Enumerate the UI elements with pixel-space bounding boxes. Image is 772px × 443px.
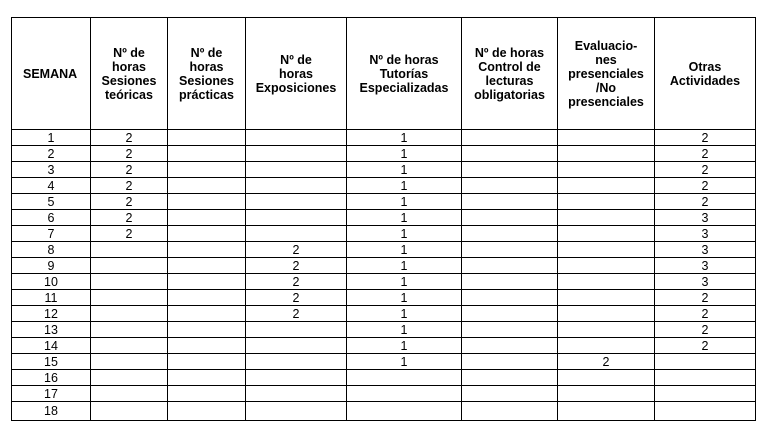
table-cell (462, 162, 558, 178)
table-cell (655, 402, 756, 421)
table-cell: 2 (655, 130, 756, 146)
table-cell (462, 178, 558, 194)
table-cell (246, 402, 347, 421)
header-line: Otras (688, 59, 722, 74)
table-cell (462, 226, 558, 242)
table-cell (91, 274, 168, 290)
table-cell (558, 178, 655, 194)
week-number-cell: 5 (12, 194, 91, 210)
table-cell (168, 370, 246, 386)
table-cell (462, 194, 558, 210)
table-cell (246, 386, 347, 402)
table-cell: 1 (347, 290, 462, 306)
table-cell (91, 386, 168, 402)
table-cell: 2 (655, 146, 756, 162)
table-cell: 2 (655, 162, 756, 178)
table-cell: 2 (655, 306, 756, 322)
header-line: Tutorías (379, 66, 429, 81)
header-line: horas (189, 59, 224, 74)
table-cell (558, 306, 655, 322)
table-cell (655, 354, 756, 370)
table-cell: 1 (347, 322, 462, 338)
table-cell (558, 130, 655, 146)
table-cell (168, 130, 246, 146)
table-cell (91, 322, 168, 338)
table-cell (168, 274, 246, 290)
header-line: Control de (478, 59, 541, 74)
header-line: Sesiones (101, 73, 157, 88)
table-cell (168, 226, 246, 242)
table-cell: 2 (91, 146, 168, 162)
week-number-cell: 9 (12, 258, 91, 274)
table-cell (558, 162, 655, 178)
table-cell (655, 370, 756, 386)
header-line: horas (278, 66, 314, 81)
header-line: Actividades (669, 73, 741, 88)
table-cell (168, 386, 246, 402)
table-cell (246, 194, 347, 210)
table-cell (246, 130, 347, 146)
table-row (12, 290, 756, 306)
table-cell (168, 162, 246, 178)
table-cell (91, 354, 168, 370)
table-cell: 1 (347, 354, 462, 370)
table-cell (168, 354, 246, 370)
table-cell (168, 322, 246, 338)
table-cell (91, 402, 168, 421)
table-cell: 2 (246, 258, 347, 274)
table-cell (168, 258, 246, 274)
week-number-cell: 2 (12, 146, 91, 162)
header-line: prácticas (179, 87, 234, 102)
table-body (12, 130, 756, 421)
header-line: Evaluacio- (574, 38, 638, 53)
table-cell: 2 (655, 322, 756, 338)
week-number-cell: 7 (12, 226, 91, 242)
header-line: /No (595, 80, 617, 95)
table-cell (168, 338, 246, 354)
header-line: Nº de horas (369, 52, 439, 67)
table-row (12, 162, 756, 178)
table-cell (168, 290, 246, 306)
table-cell (462, 290, 558, 306)
table-cell: 3 (655, 258, 756, 274)
table-cell: 2 (91, 162, 168, 178)
table-cell: 2 (655, 290, 756, 306)
table-cell (462, 386, 558, 402)
header-evaluaciones (558, 18, 655, 130)
header-line: Nº de (113, 45, 145, 60)
table-cell: 1 (347, 242, 462, 258)
table-cell (462, 146, 558, 162)
week-number-cell: 18 (12, 402, 91, 421)
table-cell (168, 210, 246, 226)
table-row (12, 338, 756, 354)
table-row (12, 306, 756, 322)
table-cell: 1 (347, 130, 462, 146)
weekly-hours-table (11, 17, 756, 421)
table-cell: 2 (655, 338, 756, 354)
table-cell (246, 322, 347, 338)
header-line: horas (111, 59, 147, 74)
table-row (12, 258, 756, 274)
week-number-cell: 8 (12, 242, 91, 258)
table-cell (558, 210, 655, 226)
table-cell: 2 (246, 242, 347, 258)
table-cell: 3 (655, 210, 756, 226)
table-row (12, 130, 756, 146)
table-header (12, 18, 756, 130)
table-cell (246, 338, 347, 354)
table-cell: 2 (91, 226, 168, 242)
week-number-cell: 16 (12, 370, 91, 386)
header-otras-actividades (655, 18, 756, 130)
table-cell (91, 338, 168, 354)
table-cell (462, 130, 558, 146)
header-line: Nº de (280, 52, 312, 67)
table-cell: 3 (655, 242, 756, 258)
table-cell (558, 290, 655, 306)
table-cell (655, 386, 756, 402)
table-cell: 2 (558, 354, 655, 370)
table-cell (246, 162, 347, 178)
table-cell (462, 210, 558, 226)
table-cell: 1 (347, 146, 462, 162)
table-cell: 1 (347, 274, 462, 290)
table-cell (246, 226, 347, 242)
table-cell: 3 (655, 226, 756, 242)
table-cell: 1 (347, 194, 462, 210)
header-exposiciones (246, 18, 347, 130)
table-cell: 2 (246, 274, 347, 290)
table-cell: 1 (347, 162, 462, 178)
header-line: Nº de horas (474, 45, 545, 60)
week-number-cell: 17 (12, 386, 91, 402)
table-cell (168, 402, 246, 421)
table-cell (558, 370, 655, 386)
table-cell (558, 194, 655, 210)
table-cell (168, 178, 246, 194)
table-cell (462, 402, 558, 421)
header-line: presenciales (568, 66, 644, 81)
header-line: presenciales (568, 94, 644, 109)
table-cell (168, 306, 246, 322)
table-cell: 2 (91, 178, 168, 194)
table-cell (462, 258, 558, 274)
week-number-cell: 1 (12, 130, 91, 146)
table-cell (462, 338, 558, 354)
table-cell (558, 274, 655, 290)
table-row (12, 402, 756, 421)
header-sesiones-practicas (168, 18, 246, 130)
table-cell (462, 370, 558, 386)
week-number-cell: 14 (12, 338, 91, 354)
week-number-cell: 4 (12, 178, 91, 194)
table-cell (558, 258, 655, 274)
table-cell (246, 370, 347, 386)
header-row (12, 18, 756, 130)
header-line: SEMANA (23, 66, 78, 81)
table-cell (462, 274, 558, 290)
header-semana (12, 18, 91, 130)
header-sesiones-teoricas (91, 18, 168, 130)
table-cell: 2 (91, 210, 168, 226)
table-cell: 2 (91, 194, 168, 210)
table-cell (462, 322, 558, 338)
table-cell (347, 402, 462, 421)
table-cell (558, 322, 655, 338)
table-row (12, 194, 756, 210)
table-cell (246, 178, 347, 194)
table-cell: 2 (655, 194, 756, 210)
table-cell (168, 194, 246, 210)
header-line: lecturas (485, 73, 534, 88)
week-number-cell: 6 (12, 210, 91, 226)
table-row (12, 322, 756, 338)
table-cell (462, 242, 558, 258)
table-cell (91, 242, 168, 258)
table-cell (91, 290, 168, 306)
table-cell (168, 242, 246, 258)
table-cell (558, 226, 655, 242)
table-cell: 2 (246, 306, 347, 322)
table-cell (168, 146, 246, 162)
header-line: Nº de (190, 45, 223, 60)
table-cell (558, 402, 655, 421)
week-number-cell: 15 (12, 354, 91, 370)
table-cell: 1 (347, 226, 462, 242)
table-cell (347, 370, 462, 386)
header-line: obligatorias (474, 87, 545, 102)
week-number-cell: 11 (12, 290, 91, 306)
table-row (12, 226, 756, 242)
table-cell (91, 370, 168, 386)
header-line: nes (595, 52, 617, 67)
table-cell: 2 (91, 130, 168, 146)
table-cell: 3 (655, 274, 756, 290)
table-cell (558, 338, 655, 354)
table-row (12, 274, 756, 290)
table-row (12, 146, 756, 162)
table-cell (558, 386, 655, 402)
table-row (12, 354, 756, 370)
table-cell: 1 (347, 178, 462, 194)
table-cell: 2 (246, 290, 347, 306)
table-cell: 1 (347, 210, 462, 226)
table-cell: 1 (347, 338, 462, 354)
table-cell: 1 (347, 306, 462, 322)
table-row (12, 386, 756, 402)
table-row (12, 370, 756, 386)
table-row (12, 210, 756, 226)
header-line: Sesiones (179, 73, 234, 88)
week-number-cell: 10 (12, 274, 91, 290)
table-cell (462, 306, 558, 322)
table-cell: 2 (655, 178, 756, 194)
week-number-cell: 13 (12, 322, 91, 338)
table-cell (347, 386, 462, 402)
header-tutorias (347, 18, 462, 130)
table-cell (246, 354, 347, 370)
table-cell (91, 258, 168, 274)
table-row (12, 242, 756, 258)
table-cell: 1 (347, 258, 462, 274)
table-cell (91, 306, 168, 322)
table-cell (246, 210, 347, 226)
table-cell (462, 354, 558, 370)
table-cell (246, 146, 347, 162)
week-number-cell: 3 (12, 162, 91, 178)
header-line: teóricas (105, 87, 153, 102)
week-number-cell: 12 (12, 306, 91, 322)
header-line: Exposiciones (255, 80, 337, 95)
table-cell (558, 146, 655, 162)
header-control-lecturas (462, 18, 558, 130)
table-cell (558, 242, 655, 258)
header-line: Especializadas (359, 80, 449, 95)
table-row (12, 178, 756, 194)
